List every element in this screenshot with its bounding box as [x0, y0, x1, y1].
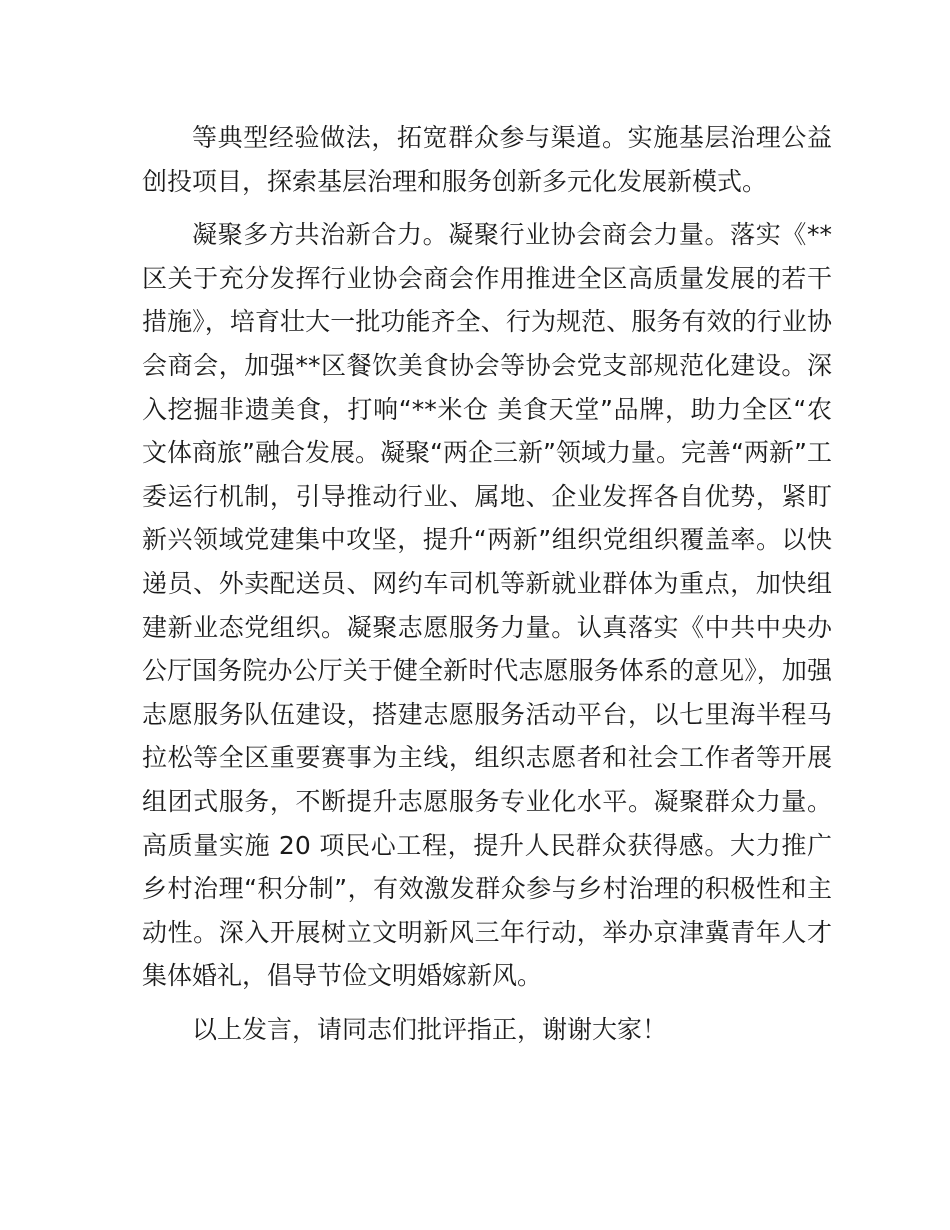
paragraph-1: 等典型经验做法，拓宽群众参与渠道。实施基层治理公益创投项目，探索基层治理和服务创新多元化发展新模式。: [142, 123, 832, 196]
paragraph-3: 以上发言，请同志们批评指正，谢谢大家！: [192, 1014, 668, 1044]
paragraph-2: 凝聚多方共治新合力。凝聚行业协会商会力量。落实《**区关于充分发挥行业协会商会作用推进全区高质量发展的若干措施》，培育壮大一批功能齐全、行为规范、服务有效的行业协会商会，加强**区餐饮美食协会等协会党支部规范化建设。深入挖掘非遗美食，打响“**米仓 美食天堂”品牌，助力全区“农文体商旅”融合发展。凝聚“两企三新”领域力量。完善“两新”工委运行机制，引导推动行业、属地、企业发挥各自优势，紧盯新兴领域党建集中攻坚，提升“两新”组织党组织覆盖率。以快递员、外卖配送员、网约车司机等新就业群体为重点，加快组建新业态党组织。凝聚志愿服务力量。认真落实《中共中央办公厅国务院办公厅关于健全新时代志愿服务体系的意见》，加强志愿服务队伍建设，搭建志愿服务活动平台，以七里海半程马拉松等全区重要赛事为主线，组织志愿者和社会工作者等开展组团式服务，不断提升志愿服务专业化水平。凝聚群众力量。高质量实施 20 项民心工程，提升人民群众获得感。大力推广乡村治理“积分制”，有效激发群众参与乡村治理的积极性和主动性。深入开展树立文明新风三年行动，举办京津冀青年人才集体婚礼，倡导节俭文明婚嫁新风。: [142, 220, 832, 991]
document-body: [142, 116, 832, 1051]
